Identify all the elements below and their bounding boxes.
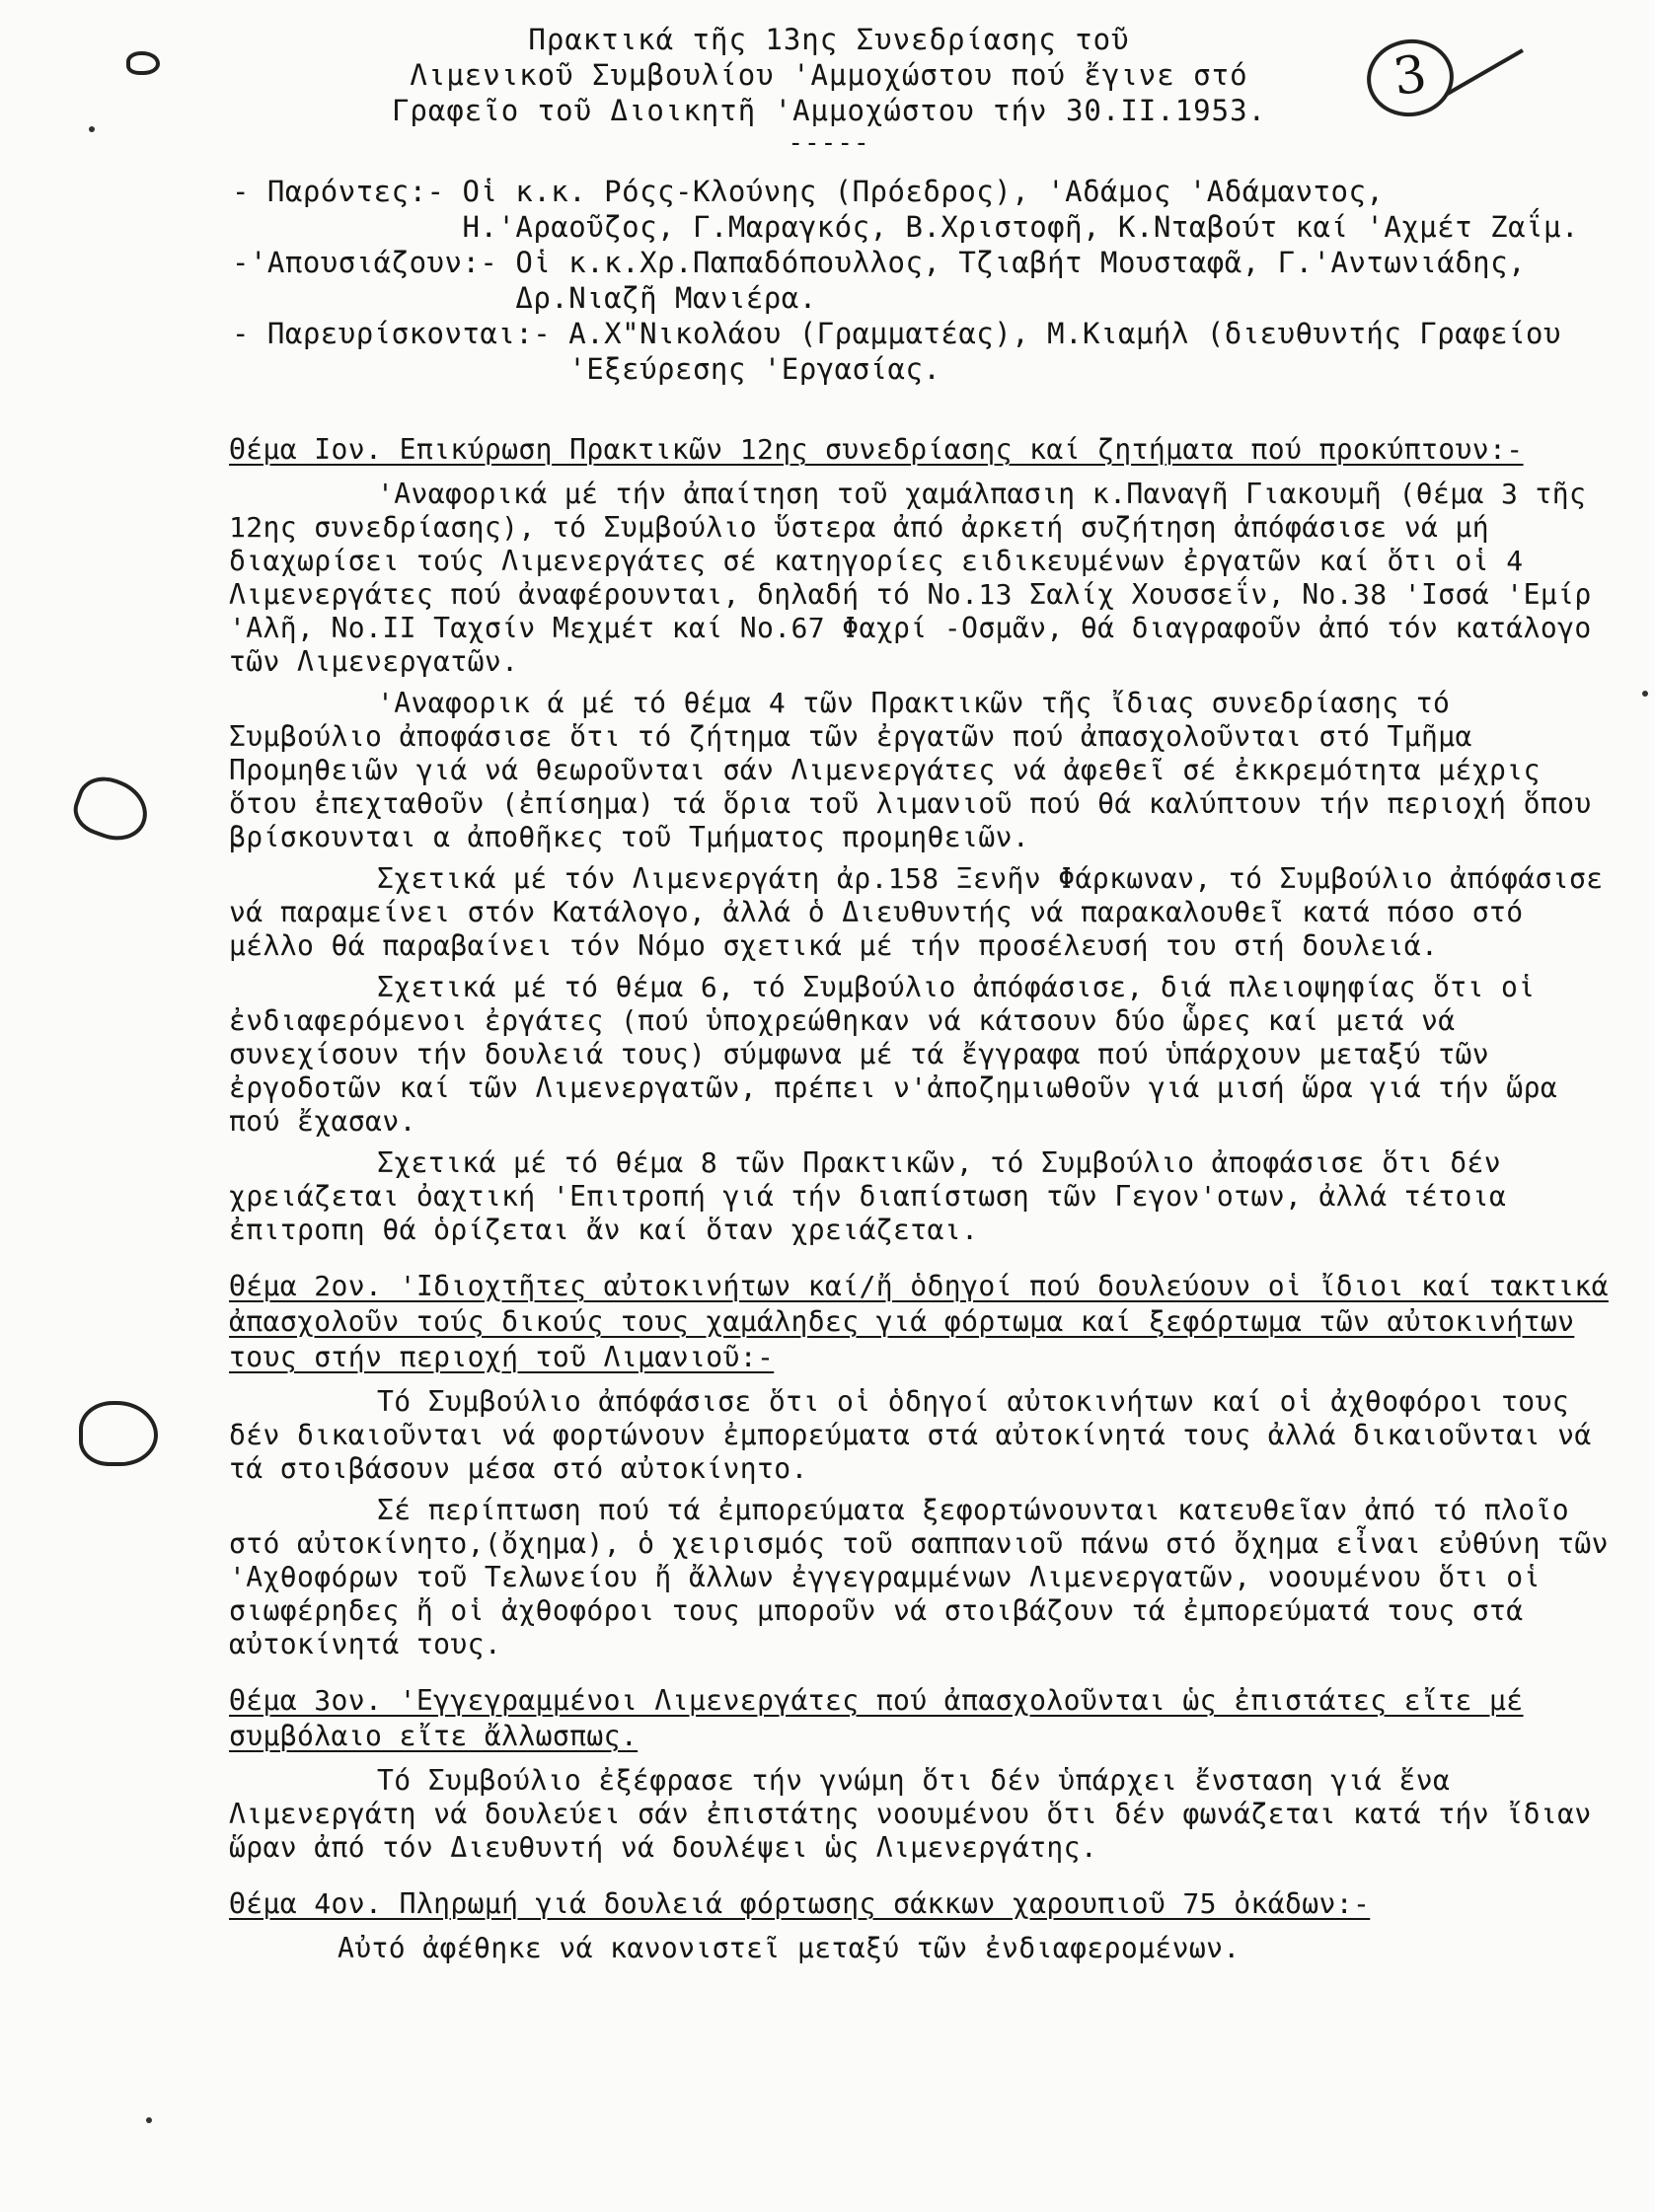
header-separator: ----- [788,128,870,158]
speck-2 [146,2117,152,2123]
topic-3-title: Θέμα 3ον. 'Εγγεγραμμένοι Λιμενεργάτες πού ἀπασχολοῦνται ὡς ἐπιστάτες εἴτε μέ συμβόλαιο εἴτε ἄλλωσπως. [229,1684,1524,1752]
topic-4-title: Θέμα 4ον. Πληρωμή γιά δουλειά φόρτωσης σάκκων χαρουπιοῦ 75 ὀκάδων:- [229,1887,1371,1920]
topic-3-paragraph: Τό Συμβούλιο ἐξέφρασε τήν γνώμη ὅτι δέν ὑπάρχει ἔνσταση γιά ἕνα Λιμενεργάτη νά δουλεύει σάν ἐπιστάτης νοουμένου ὅτι δέν φωνάζεται κατά τήν ἴδιαν ὥραν ἀπό τόν Διευθυντή νά δουλέψει ὡς Λιμενεργάτης. [229,1764,1592,1864]
topic-1-paragraph: 'Αναφορικ ά μέ τό θέμα 4 τῶν Πρακτικῶν τῆς ἴδιας συνεδρίασης τό Συμβούλιο ἀποφάσισε ὅτι τό ζήτημα τῶν ἐργατῶν πού ἀπασχολοῦνται στό Τμῆμα Προμηθειῶν γιά νά θεωροῦνται σάν Λιμενεργάτες νά ἀφεθεῖ σέ ἐκκρεμότητα μέχρις ὅτου ἐπεχταθοῦν (ἐπίσημα) τά ὅρια τοῦ λιμανιοῦ πού θά καλύπτουν τήν περιοχή ὅπου βρίσκουνται α ἀποθῆκες τοῦ Τμήματος προμηθειῶν. [229,687,1592,853]
topic-4-paragraph: Αὐτό ἀφέθηκε νά κανονιστεῖ μεταξύ τῶν ἐνδιαφερομένων. [338,1932,1241,1964]
topic-2-paragraph: Σέ περίπτωση πού τά ἐμπορεύματα ξεφορτώνουνται κατευθεῖαν ἀπό τό πλοῖο στό αὐτοκίνητο,(ὄχημα), ὁ χειρισμός τοῦ σαππανιοῦ πάνω στό ὄχημα εἶναι εὐθύνη τῶν 'Αχθοφόρων τοῦ Τελωνείου ἤ ἄλλων ἐγγεγραμμένων Λιμενεργατῶν, νοουμένου ὅτι οἱ σιωφέρηδες ἤ οἱ ἀχθοφόροι τους μποροῦν νά στοιβάζουν τά ἐμπορεύματά τους στά αὐτοκίνητά τους. [229,1494,1609,1660]
topic-1-paragraph: Σχετικά μέ τόν Λιμενεργάτη ἀρ.158 Ξενῆν Φάρκωναν, τό Συμβούλιο ἀπόφάσισε νά παραμείνει στόν Κατάλογο, ἀλλά ὁ Διευθυντής νά παρακαλουθεῖ κατά πόσο στό μέλλο θά παραβαίνει τόν Νόμο σχετικά μέ τήν προσέλευσή του στή δουλειά. [229,862,1604,962]
topic-2-paragraph: Τό Συμβούλιο ἀπόφάσισε ὅτι οἱ ὁδηγοί αὐτοκινήτων καί οἱ ἀχθοφόροι τους δέν δικαιοῦνται νά φορτώνουν ἐμπορεύματα στά αὐτοκίνητά τους ἀλλά δικαιοῦνται νά τά στοιβάσουν μέσα στό αὐτοκίνητο. [229,1385,1592,1485]
speck-3 [1642,691,1648,697]
hole-punch-mark-top [126,51,160,75]
topic-1-paragraph: Σχετικά μέ τό θέμα 8 τῶν Πρακτικῶν, τό Συμβούλιο ἀποφάσισε ὅτι δέν χρειάζεται ὀαχτική 'Επιτροπή γιά τήν διαπίστωση τῶν Γεγον'οτων, ἀλλά τέτοια ἐπιτροπη θά ὁρίζεται ἄν καί ὅταν χρειάζεται. [229,1146,1507,1246]
topic-1-paragraph: Σχετικά μέ τό θέμα 6, τό Συμβούλιο ἀπόφάσισε, διά πλειοψηφίας ὅτι οἱ ἐνδιαφερόμενοι ἐργάτες (πού ὑποχρεώθηκαν νά κάτσουν δύο ὧρες καί μετά νά συνεχίσουν τήν δουλειά τους) σύμφωνα μέ τά ἔγγραφα πού ὑπάρχουν μεταξύ τῶν ἐργοδοτῶν καί τῶν Λιμενεργατῶν, πρέπει ν'ἀποζημιωθοῦν γιά μισή ὥρα γιά τήν ὥρα πού ἔχασαν. [229,971,1558,1138]
hole-punch-mark-lower [79,1401,158,1466]
minutes-header [326,22,1332,156]
attendance-block [232,174,1594,387]
attendance-names: Α.Χ"Νικολάου (Γραμματέας), Μ.Κιαμήλ (διευθυντής Γραφείου 'Εξεύρεσης 'Εργασίας. [568,317,1561,386]
attendance-also-present [232,316,1594,387]
page-number-mark: 3 [1362,34,1459,121]
attendance-label: - Παρευρίσκονται:- [232,317,569,350]
attendance-present [232,174,1594,245]
hole-punch-mark-upper [67,769,156,849]
attendance-names: Οἱ κ.κ. Ρόςς-Κλούνης (Πρόεδρος), 'Αδάμος 'Αδάμαντος, Η.'Αραοῦζος, Γ.Μαραγκός, Β.Χριστοφῆ, Κ.Νταβούτ καί 'Αχμέτ Ζαΐμ. [462,175,1579,244]
minutes-body [229,432,1611,1973]
header-line-2: Λιμενικοῦ Συμβουλίου 'Αμμοχώστου πού ἔγινε στό [410,58,1248,92]
attendance-label: -'Απουσιάζουν:- [232,246,516,279]
topic-1-title: Θέμα Ιον. Επικύρωση Πρακτικῶν 12ης συνεδρίασης καί ζητήματα πού προκύπτουν:- [229,433,1524,466]
speck-1 [89,126,95,132]
attendance-absent [232,245,1594,316]
topic-2-title: Θέμα 2ον. 'Ιδιοχτῆτες αὐτοκινήτων καί/ἤ ὁδηγοί πού δουλεύουν οἱ ἴδιοι καί τακτικά ἀπασχολοῦν τούς δικούς τους χαμάληδες γιά φόρτωμα καί ξεφόρτωμα τῶν αὐτοκινήτων τους στήν περιοχή τοῦ Λιμανιοῦ:- [229,1270,1609,1373]
topic-1-paragraph: 'Αναφορικά μέ τήν ἀπαίτηση τοῦ χαμάλπασιη κ.Παναγῆ Γιακουμῆ (θέμα 3 τῆς 12ης συνεδρίασης), τό Συμβούλιο ὕστερα ἀπό ἀρκετή συζήτηση ἀπόφάσισε νά μή διαχωρίσει τούς Λιμενεργάτες σέ κατηγορίες ειδικευμένων ἐργατῶν καί ὅτι οἱ 4 Λιμενεργάτες πού ἀναφέρουνται, δηλαδή τό Νο.13 Σαλίχ Χουσσεΐν, Νο.38 'Ισσά 'Εμίρ 'Αλῆ, Νο.ΙΙ Ταχσίν Μεχμέτ καί Νο.67 Φαχρί -Οσμᾶν, θά διαγραφοῦν ἀπό τόν κατάλογο τῶν Λιμενεργατῶν. [229,478,1592,678]
header-line-3: Γραφεῖο τοῦ Διοικητῆ 'Αμμοχώστου τήν 30.ΙΙ.1953. [391,94,1267,127]
header-line-1: Πρακτικά τῆς 13ης Συνεδρίασης τοῦ [528,23,1130,56]
attendance-label: - Παρόντες:- [232,175,463,208]
attendance-names: Οἱ κ.κ.Χρ.Παπαδόπουλλος, Τζιαβήτ Μουσταφᾶ, Γ.'Αντωνιάδης, Δρ.Νιαζῆ Μανιέρα. [515,246,1527,315]
